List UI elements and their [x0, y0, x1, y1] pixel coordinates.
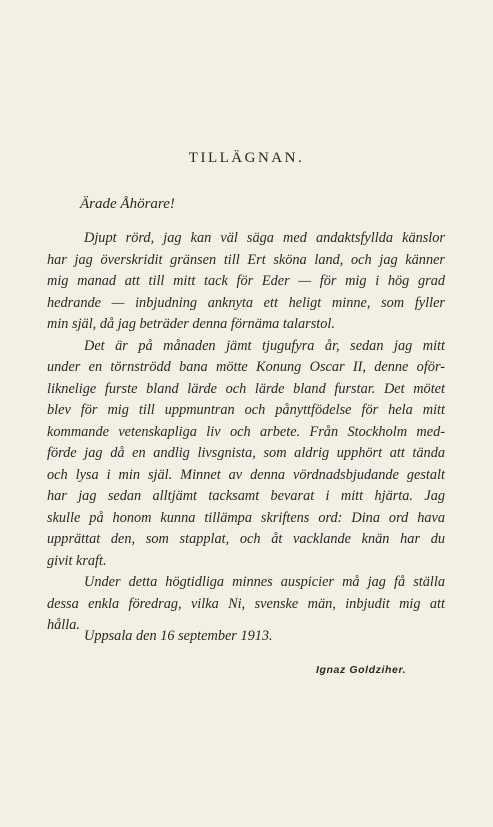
dedication-text — [47, 228, 445, 637]
text-line: Djupt rörd, jag kan väl säga med andaktsfyllda känslor — [84, 230, 445, 246]
text-line: kommande vetenskapliga liv och arbete. Från Stockholm med- — [47, 423, 445, 440]
date-line: Uppsala den 16 september 1913. — [84, 628, 273, 644]
text-line: har jag överskridit gränsen till Ert sköna land, och jag känner — [47, 251, 445, 268]
text-line: liknelige furste bland lärde och lärde bland furstar. Det mötet — [47, 380, 445, 397]
text-line: skulle på honom kunna tillämpa skriftens ord: Dina ord hava — [47, 509, 445, 526]
text-line: Under detta högtidliga minnes auspicier må jag få ställa — [84, 574, 445, 590]
text-line: blev för mig till uppmuntran och pånyttfödelse för hela mitt — [47, 402, 445, 418]
text-line: givit kraft. — [47, 552, 107, 569]
text-line: Det är på månaden jämt tjugufyra år, sedan jag mitt — [84, 337, 445, 354]
text-line: hedrande — inbjudning anknyta ett heligt minne, som fyller — [47, 294, 445, 311]
text-line: hålla. — [47, 617, 80, 633]
text-line: och lysa i min själ. Minnet av denna vördnadsbjudande gestalt — [47, 466, 445, 483]
text-line: dessa enkla föredrag, vilka Ni, svenske män, inbjudit mig att — [47, 595, 445, 612]
text-line: förde jag då en andlig livsgnista, som aldrig upphört att tända — [47, 445, 445, 461]
text-line: upprättat den, som stapplat, och åt vacklande knän har du — [47, 531, 445, 547]
text-line: mig manad att till mitt tack för Eder — för mig i hög grad — [47, 273, 445, 289]
text-line: min själ, då jag beträder denna förnäma talarstol. — [47, 316, 335, 332]
text-line: har jag sedan alltjämt tacksamt bevarat i mitt hjärta. Jag — [47, 488, 445, 504]
salutation: Ärade Åhörare! — [80, 196, 175, 212]
text-line: under en törnströdd bana mötte Konung Oscar II, denne oför- — [47, 359, 445, 375]
page-title: TILLÄGNAN. — [188, 150, 305, 166]
signature: Ignaz Goldziher. — [316, 664, 407, 676]
